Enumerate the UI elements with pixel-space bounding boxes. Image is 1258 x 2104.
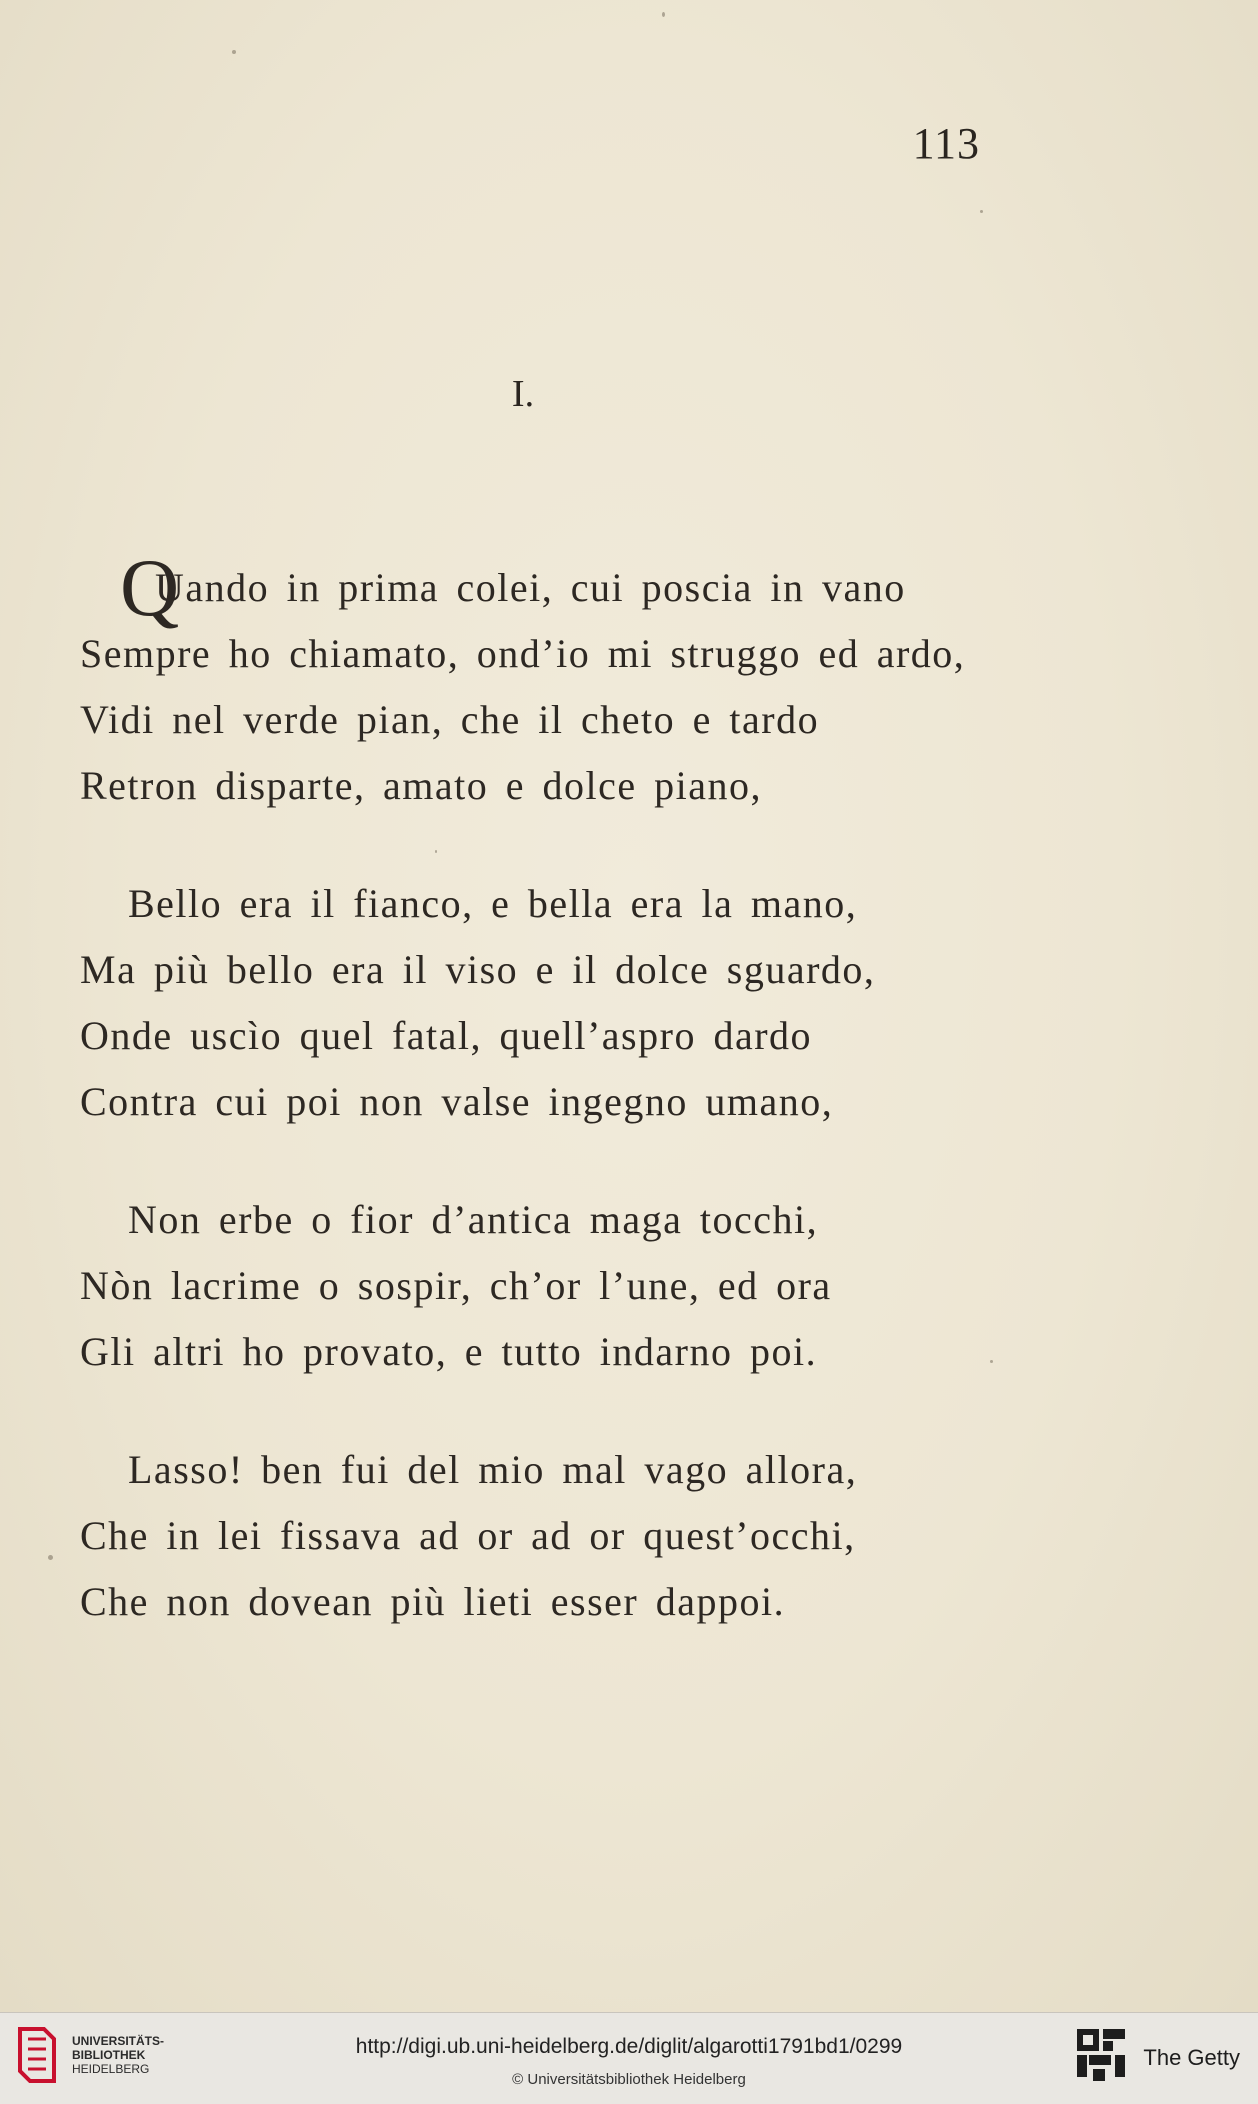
poem-line: Retron disparte, amato e dolce piano, bbox=[80, 763, 762, 808]
library-name-line: HEIDELBERG bbox=[72, 2062, 150, 2076]
poem-line: Non erbe o fior d’antica maga tocchi, bbox=[128, 1197, 819, 1242]
poem-line: Lasso! ben fui del mio mal vago allora, bbox=[128, 1447, 858, 1492]
partner-name: The Getty bbox=[1143, 2045, 1240, 2070]
stanza-4 bbox=[80, 1437, 1000, 1635]
stanza-3 bbox=[80, 1187, 1000, 1385]
poem-line: Onde uscìo quel fatal, quell’aspro dardo bbox=[80, 1013, 813, 1058]
poem-line: Che non dovean più lieti esser dappoi. bbox=[80, 1579, 786, 1624]
getty-logo[interactable] bbox=[1075, 2027, 1240, 2089]
copyright-notice: © Universitätsbibliothek Heidelberg bbox=[512, 2071, 746, 2088]
stanza-1 bbox=[80, 542, 1000, 819]
poem-line bbox=[80, 542, 1000, 633]
page-number: 113 bbox=[912, 119, 980, 168]
paper-speck bbox=[662, 12, 665, 17]
poem-line: Bello era il fianco, e bella era la mano, bbox=[128, 881, 858, 926]
paper-speck bbox=[48, 1555, 53, 1560]
library-name-line: BIBLIOTHEK bbox=[72, 2048, 146, 2062]
poem-line: Vidi nel verde pian, che il cheto e tardo bbox=[80, 697, 820, 742]
paper-speck bbox=[232, 50, 236, 54]
section-number: I. bbox=[511, 373, 535, 415]
poem-line: Sempre ho chiamato, ond’io mi struggo ed ardo, bbox=[80, 631, 966, 676]
paper-speck bbox=[980, 210, 983, 213]
poem-line: Contra cui poi non valse ingegno umano, bbox=[80, 1079, 834, 1124]
library-name-line: UNIVERSITÄTS- bbox=[72, 2034, 165, 2048]
dropcap: Q bbox=[120, 542, 181, 633]
poem bbox=[80, 542, 1000, 1687]
poem-line-text: Uando in prima colei, cui poscia in vano bbox=[155, 565, 906, 610]
poem-line: Che in lei fissava ad or ad or quest’occhi, bbox=[80, 1513, 856, 1558]
stanza-2 bbox=[80, 871, 1000, 1135]
permalink-url[interactable]: http://digi.ub.uni-heidelberg.de/diglit/algarotti1791bd1/0299 bbox=[355, 2035, 903, 2058]
getty-logo-icon bbox=[1075, 2027, 1127, 2089]
poem-line: Gli altri ho provato, e tutto indarno poi. bbox=[80, 1329, 818, 1374]
viewer-footer bbox=[0, 2012, 1258, 2104]
poem-line: Ma più bello era il viso e il dolce sguardo, bbox=[80, 947, 876, 992]
poem-line: Nòn lacrime o sospir, ch’or l’une, ed ora bbox=[80, 1263, 832, 1308]
